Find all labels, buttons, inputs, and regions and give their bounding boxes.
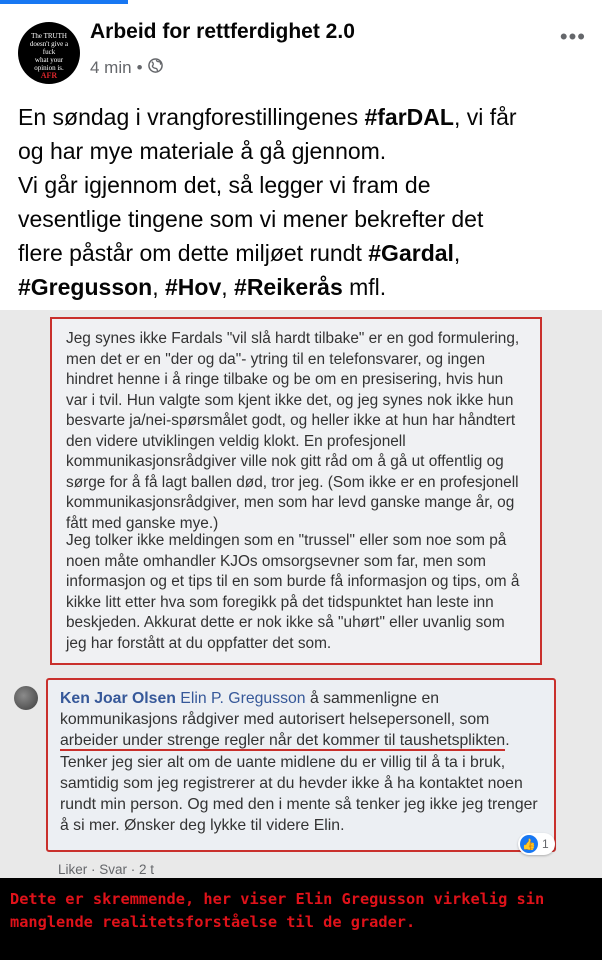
like-thumb-icon: 👍: [520, 835, 538, 853]
globe-icon: [148, 58, 163, 78]
quoted-message-box: [50, 317, 542, 665]
hashtag-link[interactable]: #Reikerås: [234, 274, 343, 300]
page-avatar[interactable]: [18, 22, 80, 84]
comment-actions: Liker · Svar · 2 t: [58, 862, 155, 877]
post-line: Vi går igjennom det, så legger vi fram de: [18, 172, 431, 198]
avatar-text-line: opinion is.: [34, 64, 64, 72]
post-line: vesentlige tingene som vi mener bekrefter det: [18, 206, 484, 232]
hashtag-link[interactable]: #Gardal: [368, 240, 454, 266]
more-options-icon[interactable]: •••: [559, 24, 586, 49]
hashtag-link[interactable]: #Gregusson: [18, 274, 153, 300]
commenter-avatar: [14, 686, 38, 710]
avatar-text-line: what your: [34, 56, 64, 64]
banner-text: Dette er skremmende, her viser Elin Gregusson virkelig sin manglende realitetsforståelse til de grader.: [10, 890, 545, 931]
quote-paragraph: Jeg synes ikke Fardals "vil slå hardt tilbake" er en god formulering, men det er en "der og da"- ytring til en telefonsvarer, og ingen hindret henne i å ringe tilbake og be om en presisering, hvis hun var i tvil. Hun valgte som kjent ikke det, og jeg synes nok ikke hun besvarte ja/nei-spørsmålet godt, og heller ikke at hun har håndtert den videre utviklingen veldig klokt. En profesjonell kommunikasjonsrådgiver ville nok gitt råd om å gå ut offentlig og sørge for å få lagt ballen død, tror jeg. (Som ikke er en profesjonell kommunikasjonsrådgiver, men som har levd ganske mange år, og fått med ganske mye.): [66, 330, 520, 532]
post-image[interactable]: [0, 310, 602, 960]
comment-bubble: [46, 678, 556, 852]
post-line: og har mye materiale å gå gjennom.: [18, 138, 387, 164]
page-name[interactable]: Arbeid for rettferdighet 2.0: [90, 20, 355, 43]
post-body: [18, 100, 588, 304]
comment-text: Ken Joar Olsen Elin P. Gregusson å sammenligne en kommunikasjons rådgiver med autorisert helsepersonell, som arbeider under strenge regler når det kommer til taushetsplikten. Tenker jeg sier alt om de uante midlene du er villig til å ta i bruk, samtidig som jeg registrerer at du hevder ikke å ha kontaktet noen rundt min person. Og med den i mente så tenker jeg ikke jeg trenger å si mer. Ønsker deg lykke til videre Elin.: [60, 690, 538, 835]
post-header: [0, 8, 602, 88]
red-text-banner: [0, 878, 602, 960]
avatar-text-line: The TRUTH: [31, 32, 67, 40]
meta-separator: •: [136, 58, 143, 77]
reaction-count: [518, 833, 555, 855]
top-progress-line: [0, 0, 602, 4]
hashtag-link[interactable]: #Hov: [165, 274, 222, 300]
post-time[interactable]: 4 min: [90, 58, 132, 77]
quote-paragraph: Jeg tolker ikke meldingen som en "trussel" eller som noe som på noen måte omhandler KJOs omsorgsevner som far, men som informasjon og et tips til en som burde få informasjon og tips, om å kikke litt etter hva som foregikk på det tidspunktet han leste inn beskjeden. Akkurat dette er nok ikke så "uhørt" eller uvanlig som jeg har forstått at du oppfatter det som.: [66, 532, 520, 652]
post-meta: [90, 58, 163, 78]
reaction-number: 1: [542, 837, 549, 851]
post-line: flere påstår om dette miljøet rundt #Gardal,: [18, 240, 461, 266]
post-line: En søndag i vrangforestillingenes #farDAL, vi får: [18, 104, 517, 130]
hashtag-link[interactable]: #farDAL: [364, 104, 454, 130]
comment-author: Ken Joar Olsen: [60, 690, 176, 707]
underlined-text: arbeider under strenge regler når det kommer til taushetsplikten: [60, 732, 506, 750]
comment-mention: Elin P. Gregusson: [180, 690, 306, 707]
avatar-text-line: fuck: [42, 48, 56, 56]
avatar-text-line: doesn't give a: [29, 40, 69, 48]
post-line: #Gregusson, #Hov, #Reikerås mfl.: [18, 274, 387, 300]
avatar-logo-text: AFR: [40, 71, 58, 80]
